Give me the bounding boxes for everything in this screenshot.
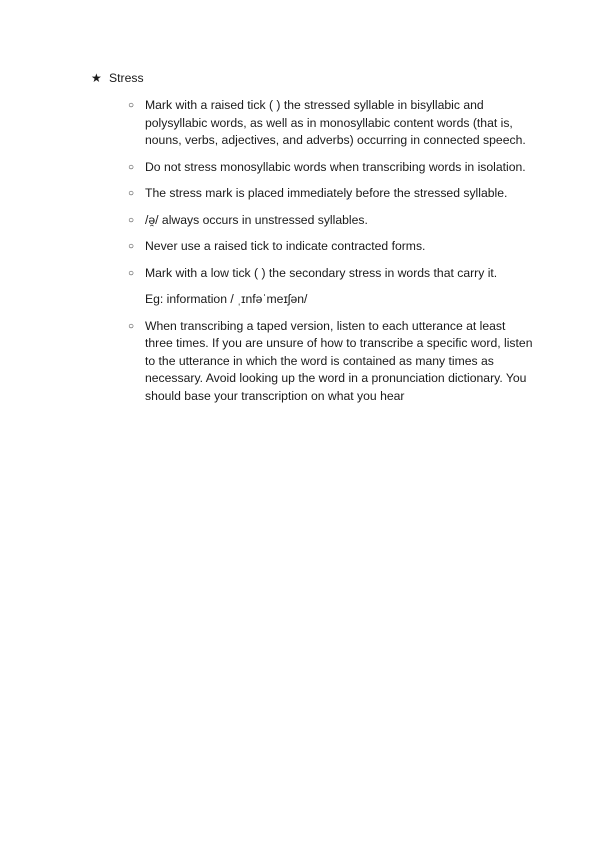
circle-bullet-icon: ○ bbox=[128, 161, 135, 173]
list-item bbox=[128, 318, 533, 406]
circle-bullet-icon: ○ bbox=[128, 100, 135, 111]
list-item-text: Do not stress monosyllabic words when transcribing words in isolation. bbox=[145, 159, 526, 174]
circle-bullet-icon: ○ bbox=[128, 214, 135, 226]
star-icon: ★ bbox=[91, 71, 102, 85]
list-item bbox=[128, 265, 533, 283]
circle-bullet-icon: ○ bbox=[128, 320, 135, 332]
list-item bbox=[128, 159, 533, 177]
list-item bbox=[128, 185, 533, 203]
list-item-text: Mark with a low tick ( ) the secondary stress in words that carry it. bbox=[145, 265, 498, 280]
list-item bbox=[128, 238, 533, 256]
list-item bbox=[128, 212, 533, 230]
list-item-text: When transcribing a taped version, listen to each utterance at least three times. If you are unsure of how to transcribe a specific word, listen to the utterance in which the word is contained as many times as necessary. Avoid looking up the word in a pronunciation dictionary. You should base your transcription on what you hear bbox=[145, 318, 533, 403]
list-item-text: /ə̯/ always occurs in unstressed syllables. bbox=[145, 212, 368, 227]
list-item-text: Never use a raised tick to indicate contracted forms. bbox=[145, 239, 426, 253]
list-item-text: Mark with a raised tick ( ) the stressed syllable in bisyllabic and polysyllabic words, as well as in monosyllabic content words (that is, nouns, verbs, adjectives, and adverbs) occurring in connected speech. bbox=[145, 98, 526, 147]
circle-bullet-icon: ○ bbox=[128, 267, 135, 279]
rules-list bbox=[128, 97, 533, 414]
list-item-text: The stress mark is placed immediately before the stressed syllable. bbox=[145, 186, 508, 200]
list-item bbox=[128, 97, 533, 150]
section-heading bbox=[91, 70, 144, 88]
example-line: Eg: information / ˌɪnfəˈmeɪʃən/ bbox=[145, 292, 308, 306]
circle-bullet-icon: ○ bbox=[128, 188, 135, 199]
section-title: Stress bbox=[109, 71, 144, 85]
circle-bullet-icon: ○ bbox=[128, 241, 135, 252]
